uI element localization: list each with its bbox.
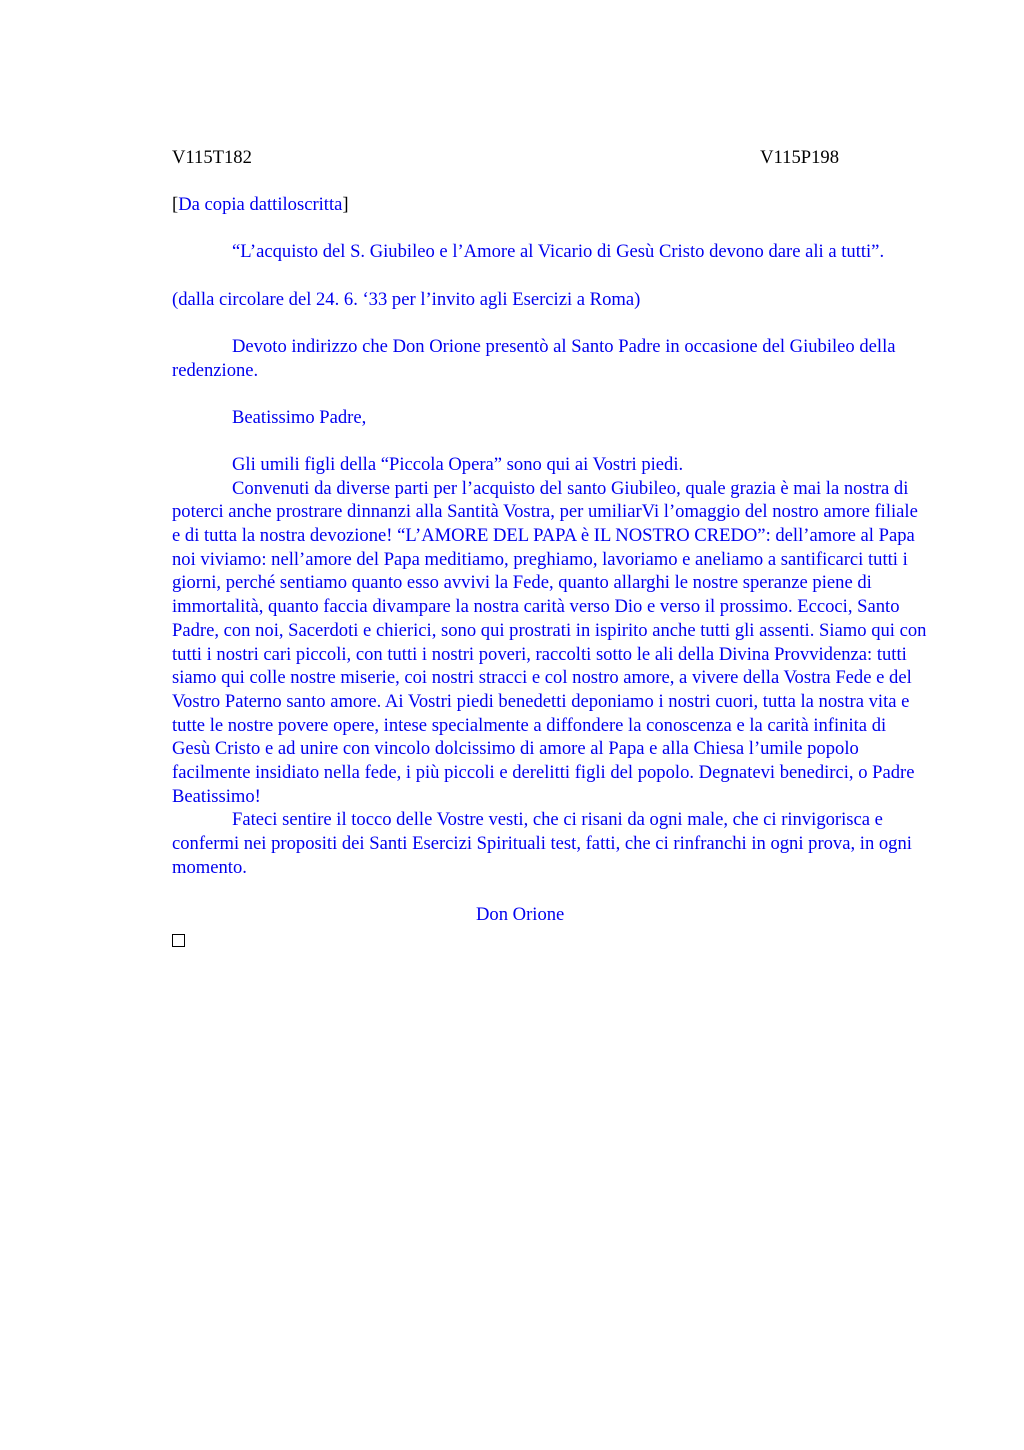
header-left-code: V115T182 [172, 147, 252, 168]
intro-paragraph: Devoto indirizzo che Don Orione presentò al Santo Padre in occasione del Giubileo della redenzione. [172, 335, 896, 381]
source-note [172, 193, 927, 217]
quote-paragraph: “L’acquisto del S. Giubileo e l’Amore al Vicario di Gesù Cristo devono dare ali a tutti”. [232, 241, 885, 263]
body-paragraph: Gli umili figli della “Piccola Opera” sono qui ai Vostri piedi. [232, 453, 684, 475]
body-paragraph: Convenuti da diverse parti per l’acquisto del santo Giubileo, quale grazia è mai la nostra di poterci anche prostrare dinnanzi alla Santità Vostra, per umiliarVi l’omaggio del nostro amore filiale e di tutta la nostra devozione! “L’AMORE DEL PAPA è IL NOSTRO CREDO”: dell’amore al Papa noi viviamo: nell’amore del Papa meditiamo, preghiamo, lavoriamo e aneliamo a santificarci tutti i giorni, perché sentiamo quanto esso avvivi la Fede, quanto allarghi le nostre speranze piene di immortalità, quanto faccia divampare la nostra carità verso Dio e verso il prossimo. Eccoci, Santo Padre, con noi, Sacerdoti e chierici, sono qui prostrati in ispirito anche tutti gli assenti. Siamo qui con tutti i nostri cari piccoli, con tutti i nostri poveri, raccolti sotto le ali della Divina Provvidenza: tutti siamo qui colle nostre miserie, coi nostri stracci e col nostro amore, a vivere della Vostra Fede e del Vostro Paterno santo amore. Ai Vostri piedi benedetti deponiamo i nostri cuori, tutta la nostra vita e tutte le nostre povere opere, intese specialmente a diffondere la conoscenza e la carità infinita di Gesù Cristo e ad unire con vincolo dolcissimo di amore al Papa e alla Chiesa l’umile popolo facilmente insidiato nella fede, i più piccoli e derelitti figli del popolo. Degnatevi benedirci, o Padre Beatissimo! [172, 477, 927, 807]
salutation: Beatissimo Padre, [232, 406, 367, 428]
source-note-text: Da copia dattiloscritta [178, 194, 343, 216]
source-note-open-bracket: [ [172, 194, 179, 216]
source-note-close-bracket: ] [342, 194, 349, 216]
document-header [172, 146, 839, 170]
signature: Don Orione [476, 904, 565, 926]
empty-square-icon [172, 927, 927, 954]
circular-note: (dalla circolare del 24. 6. ‘33 per l’invito agli Esercizi a Roma) [172, 288, 641, 310]
body-paragraph: Fateci sentire il tocco delle Vostre vesti, che ci risani da ogni male, che ci rinvigorisca e confermi nei propositi dei Santi Esercizi Spirituali test, fatti, che ci rinfranchi in ogni prova, in ogni momento. [172, 809, 912, 878]
header-right-code: V115P198 [760, 147, 839, 168]
document-page [172, 146, 927, 953]
